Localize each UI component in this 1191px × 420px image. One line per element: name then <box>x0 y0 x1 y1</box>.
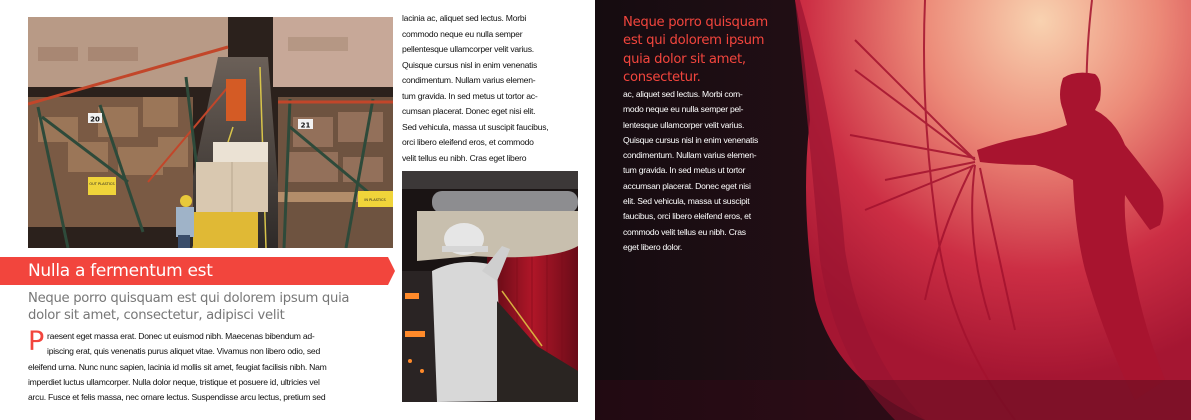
column-two-line: orci libero eleifend eros, et commodo <box>402 137 534 147</box>
section-subhead <box>28 290 378 324</box>
right-body-line: elit. Sed vehicula, massa ut suscipit <box>623 196 750 207</box>
column-two-text <box>402 11 582 166</box>
pull-quote <box>623 14 793 87</box>
sign-in-plastics: IN PLASTICS <box>364 198 386 202</box>
column-two-line: velit tellus eu nibh. Cras eget libero <box>402 152 527 163</box>
left-page <box>0 0 595 420</box>
machine-photo-art <box>402 171 578 402</box>
right-body-line: accumsan placerat. Donec eget nisi <box>623 180 751 191</box>
right-body-line: condimentum. Nullam varius elemen- <box>623 150 757 161</box>
column-two-line: commodo neque eu nulla semper <box>402 28 523 39</box>
subhead-line: Neque porro quisquam est qui dolorem ipsum quia <box>28 291 350 306</box>
body-paragraph <box>28 326 378 405</box>
pull-quote-line: quia dolor sit amet, <box>623 51 746 67</box>
pull-quote-line: consectetur. <box>623 69 701 85</box>
warehouse-photo <box>28 17 393 248</box>
rack-label-20: 20 <box>90 115 100 124</box>
right-body-line: eget libero dolor. <box>623 241 683 252</box>
body-line: ipiscing erat, quis venenatis purus aliquet vitae. Vivamus non libero odio, sed <box>47 346 320 357</box>
right-body-line: faucibus, orci libero eleifend eros, et <box>623 211 751 222</box>
column-two-line: cumsan placerat. Donec eget nisi elit. <box>402 106 536 116</box>
pull-quote-line: Neque porro quisquam <box>623 15 768 30</box>
right-page <box>595 0 1191 420</box>
body-line: imperdiet luctus ullamcorper. Nulla dolor neque, tristique et posuere id, ultricies vel <box>28 376 320 387</box>
column-two-line: condimentum. Nullam varius elemen- <box>402 75 536 85</box>
body-line: eleifend urna. Nunc nunc sapien, lacinia id mollis sit amet, feugiat facilisis nibh. Nam <box>28 361 327 372</box>
section-title: Nulla a fermentum est <box>28 261 213 281</box>
column-two-line: Quisque cursus nisl in enim venenatis <box>402 59 538 70</box>
subhead-line: dolor sit amet, consectetur, adipisci velit <box>28 308 285 323</box>
pull-quote-line: est qui dolorem ipsum <box>623 33 765 49</box>
column-two-line: Sed vehicula, massa ut suscipit faucibus, <box>402 121 549 132</box>
right-body-line: ac, aliquet sed lectus. Morbi com- <box>623 89 743 99</box>
right-body-line: tum gravida. In sed metus ut tortor <box>623 165 746 176</box>
sign-out-plastics: OUT PLASTICS <box>89 182 115 186</box>
warehouse-photo-art <box>28 17 393 248</box>
right-body-line: commodo velit tellus eu nibh. Cras <box>623 226 746 237</box>
section-banner <box>0 257 395 285</box>
rack-label-21: 21 <box>300 121 311 130</box>
right-body-text <box>623 87 783 255</box>
column-two-line: pellentesque ullamcorper velit varius. <box>402 44 534 54</box>
drop-cap: P <box>28 326 45 357</box>
right-body-line: Quisque cursus nisl in enim venenatis <box>623 134 759 145</box>
column-two-line: lacinia ac, aliquet sed lectus. Morbi <box>402 13 527 23</box>
right-body-line: modo neque eu nulla semper pel- <box>623 104 744 115</box>
right-body-line: lentesque ullamcorper velit varius. <box>623 119 745 130</box>
column-two-line: tum gravida. In sed metus ut tortor ac- <box>402 90 538 101</box>
machine-operator-photo <box>402 171 578 402</box>
body-line: arcu. Fusce et felis massa, nec ornare lectus. Suspendisse arcu lectus, pretium sed <box>28 392 326 403</box>
body-line: raesent eget massa erat. Donec ut euismod nibh. Maecenas bibendum ad- <box>47 331 315 341</box>
